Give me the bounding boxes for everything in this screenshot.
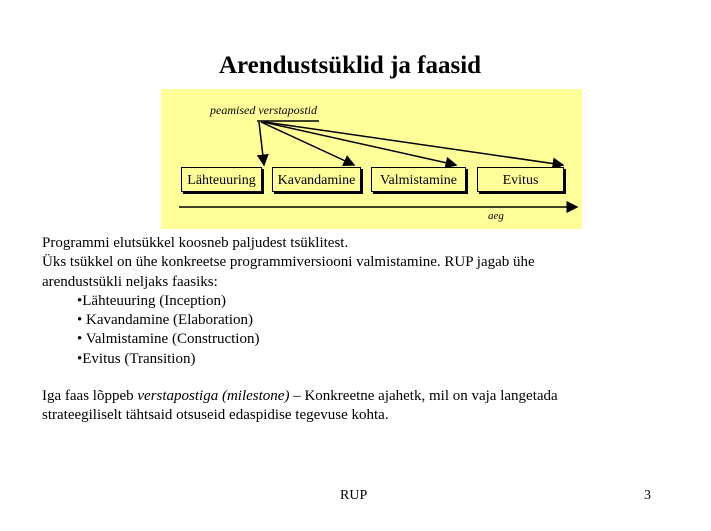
arrow-to-lahteuuring xyxy=(259,122,264,165)
milestone-paragraph xyxy=(42,387,682,425)
page-number: 3 xyxy=(644,488,651,503)
arrow-to-evitus xyxy=(265,122,563,165)
milestones-label: peamised verstapostid xyxy=(210,103,317,117)
phase-box-lahteuuring: Lähteuuring xyxy=(181,167,262,192)
para2-prefix: Iga faas lõppeb xyxy=(42,388,138,404)
bullet-item: • Kavandamine (Elaboration) xyxy=(77,312,254,329)
intro-line: Programmi elutsükkel koosneb paljudest tsüklitest. xyxy=(42,235,349,251)
bullet-item: • Valmistamine (Construction) xyxy=(77,331,260,348)
phase-box-evitus: Evitus xyxy=(477,167,564,192)
intro-line: arendustsükli neljaks faasiks: xyxy=(42,273,218,290)
slide-title: Arendustsüklid ja faasid xyxy=(218,52,482,79)
bullet-item: •Evitus (Transition) xyxy=(77,350,196,367)
phases-diagram xyxy=(161,89,582,229)
footer-label: RUP xyxy=(340,488,368,503)
para2-suffix: – Konkreetne ajahetk, mil on vaja langetada xyxy=(289,388,558,404)
time-axis-label: aeg xyxy=(488,210,504,222)
phase-box-valmistamine: Valmistamine xyxy=(371,167,466,192)
phase-box-kavandamine: Kavandamine xyxy=(272,167,361,192)
intro-text xyxy=(42,234,682,369)
para2-line2: strateegiliselt tähtsaid otsuseid edaspidise tegevuse kohta. xyxy=(42,407,389,423)
bullet-item: •Lähteuuring (Inception) xyxy=(77,292,226,309)
intro-line: Üks tsükkel on ühe konkreetse programmiversiooni valmistamine. RUP jagab ühe xyxy=(42,254,535,271)
arrow-to-valmistamine xyxy=(263,122,456,165)
para2-italic-term: verstapostiga (milestone) xyxy=(137,388,290,404)
